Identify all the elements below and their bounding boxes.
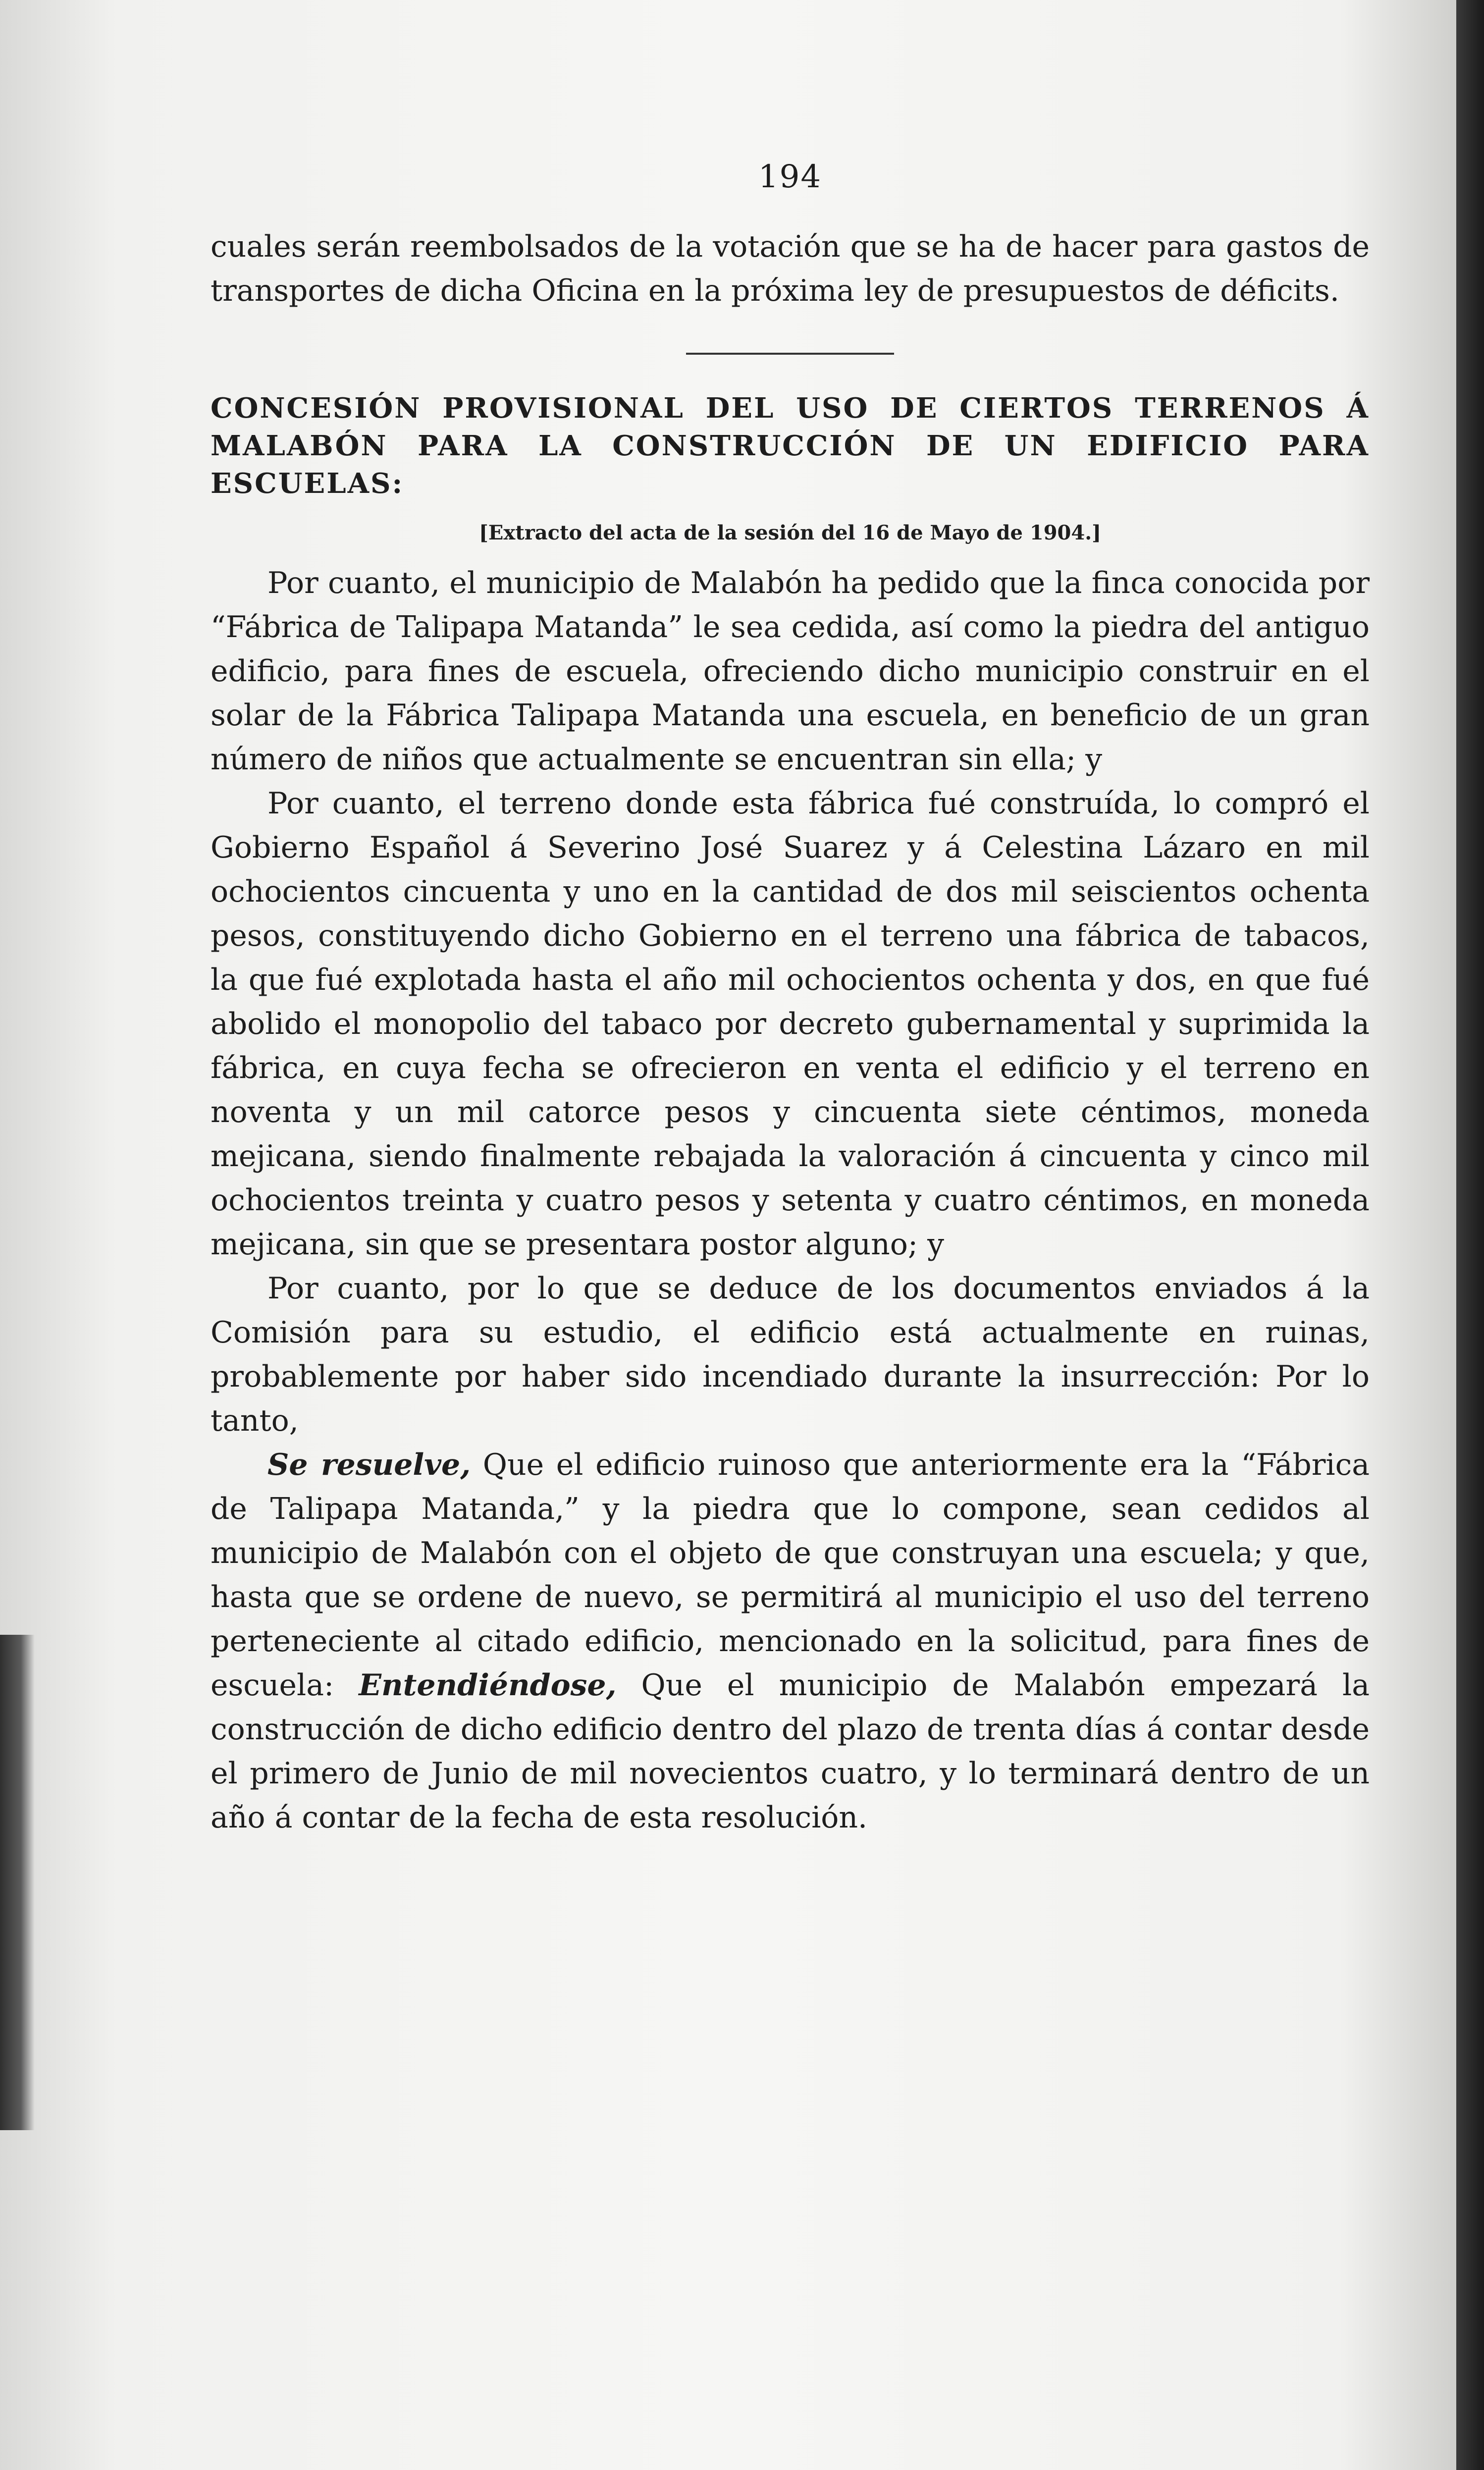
paragraph-3: Por cuanto, por lo que se deduce de los documentos enviados á la Comisión para su estudio, el edificio está actualmente en ruinas, probablemente por haber sido incendiado durante la insurrección: Por lo tanto, — [211, 1271, 1370, 1438]
section-divider — [686, 353, 894, 355]
paragraph-2: Por cuanto, el terreno donde esta fábrica fué construída, lo compró el Gobierno Español á Severino José Suarez y á Celestina Lázaro en mil ochocientos cincuenta y uno en la cantidad de dos mil seiscientos ochenta pesos, constituyendo dicho Gobierno en el terreno una fábrica de tabacos, la que fué explotada hasta el año mil ochocientos ochenta y dos, en que fué abolido el monopolio del tabaco por decreto gubernamental y suprimida la fábrica, en cuya fecha se ofrecieron en venta el edificio y el terreno en noventa y un mil catorce pesos y cincuenta siete céntimos, moneda mejicana, siendo finalmente rebajada la valoración á cincuenta y cinco mil ochocientos treinta y cuatro pesos y setenta y cuatro céntimos, en moneda mejicana, sin que se presentara postor alguno; y — [211, 786, 1370, 1262]
section-heading: CONCESIÓN PROVISIONAL DEL USO DE CIERTOS TERRENOS Á MALABÓN PARA LA CONSTRUCCIÓN DE UN EDIFICIO PARA ESCUELAS: — [211, 392, 1370, 500]
page-edge-right — [1456, 0, 1484, 2470]
resolution-body-1: Que el edificio ruinoso que anteriormente era la “Fábrica de Talipapa Matanda,” y la piedra que lo compone, sean cedidos al municipio de Malabón con el objeto de que construyan una escuela; y que, hasta que se ordene de nuevo, se permitirá al municipio el uso del terreno perteneciente al citado edificio, mencionado en la solicitud, para fines de escuela: — [211, 1448, 1370, 1703]
resolution-lead: Se resuelve, — [267, 1448, 471, 1482]
extract-note: [Extracto del acta de la sesión del 16 de Mayo de 1904.] — [478, 521, 1102, 544]
resolution-body-2: Que el municipio de Malabón empezará la construcción de dicho edificio dentro del plazo de trenta días á contar desde el primero de Junio de mil novecientos cuatro, y lo terminará dentro de un año á contar de la fecha de esta resolución. — [211, 1668, 1370, 1835]
page-text — [211, 159, 1370, 1840]
binding-shadow-left — [0, 1635, 35, 2130]
resolution-paragraph — [211, 1443, 1370, 1840]
intro-paragraph: cuales serán reembolsados de la votación que se ha de hacer para gastos de transportes de dicha Oficina en la próxima ley de presupuestos de déficits. — [211, 229, 1370, 308]
paragraph-1: Por cuanto, el municipio de Malabón ha pedido que la finca conocida por “Fábrica de Talipapa Matanda” le sea cedida, así como la piedra del antiguo edificio, para fines de escuela, ofreciendo dicho municipio construir en el solar de la Fábrica Talipapa Matanda una escuela, en beneficio de un gran número de niños que actualmente se encuentran sin ella; y — [211, 566, 1370, 777]
resolution-emphasis: Entendiéndose, — [359, 1668, 617, 1703]
page-number: 194 — [758, 159, 822, 195]
